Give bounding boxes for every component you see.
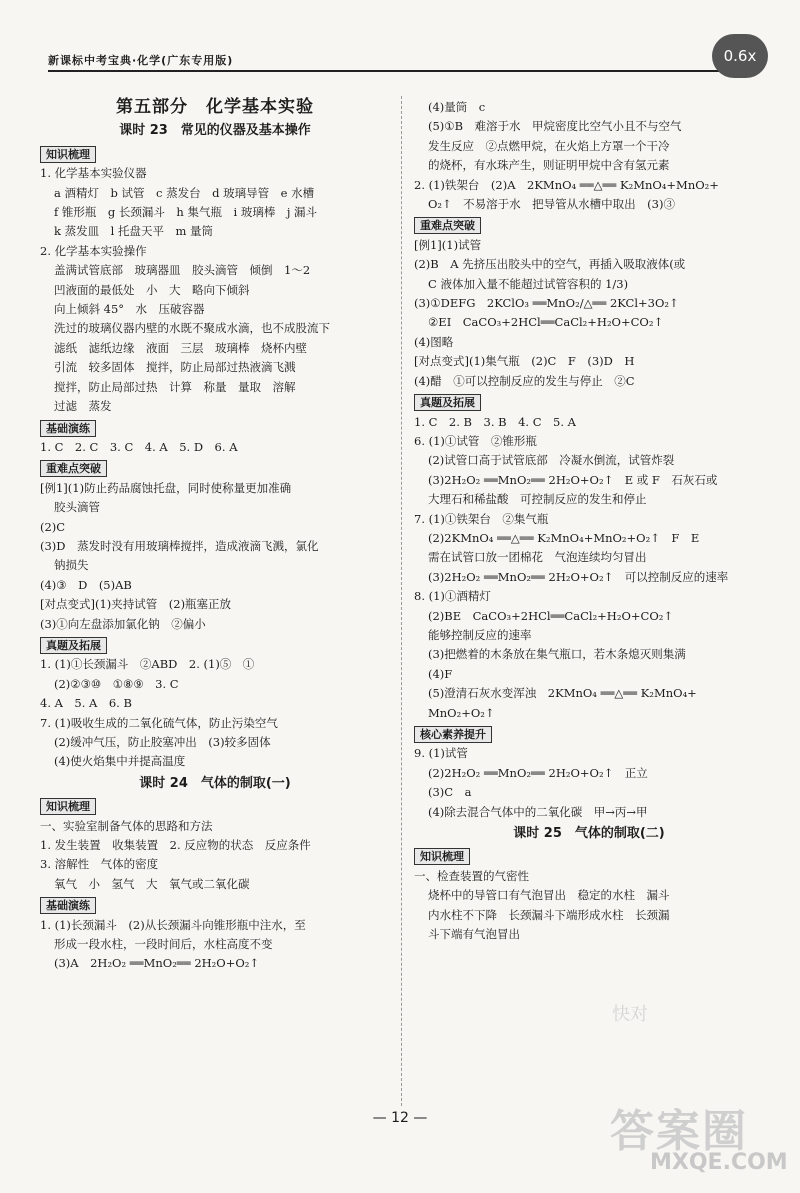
- answer-line: 能够控制反应的速率: [428, 627, 532, 642]
- answer-line: 过滤 蒸发: [54, 399, 112, 414]
- site-url-watermark: MXQE.COM: [650, 1150, 788, 1175]
- answer-line: 2. 化学基本实验操作: [40, 243, 147, 258]
- answer-line: [对点变式](1)集气瓶 (2)C F (3)D H: [414, 354, 635, 369]
- answer-line: (4)量筒 c: [428, 100, 486, 114]
- left-column: [40, 98, 390, 974]
- answer-line: (4)图略: [414, 334, 454, 349]
- answer-line: (3)C a: [428, 785, 472, 800]
- answer-line: (2)C: [40, 519, 66, 534]
- zoom-indicator[interactable]: 0.6x: [712, 34, 768, 78]
- site-watermark: 答案圈: [610, 1106, 748, 1157]
- answer-line: O₂↑ 不易溶于水 把导管从水槽中取出 (3)③: [428, 197, 675, 212]
- answer-line: (2)②③⑩ ①⑧⑨ 3. C: [54, 676, 179, 691]
- answer-line: (2)缓冲气压，防止胶塞冲出 (3)较多固体: [54, 735, 271, 749]
- answer-line: k 蒸发皿 l 托盘天平 m 量筒: [54, 224, 214, 239]
- answer-line: 6. (1)①试管 ②锥形瓶: [414, 433, 537, 448]
- answer-line: 8. (1)①酒精灯: [414, 589, 491, 604]
- column-divider: [401, 96, 402, 1106]
- answer-line: (2)2H₂O₂ ══MnO₂══ 2H₂O+O₂↑ 正立: [428, 765, 648, 780]
- answer-line: (5)①B 难溶于水 甲烷密度比空气小且不与空气: [428, 119, 682, 134]
- answer-line: (2)B A 先挤压出胶头中的空气，再插入吸取液体(或: [414, 257, 686, 272]
- answer-line: 3. 溶解性 气体的密度: [40, 857, 159, 872]
- answer-line: 的烧杯，有水珠产生，则证明甲烷中含有氢元素: [428, 158, 670, 173]
- section-tag: 知识梳理: [414, 848, 470, 865]
- lesson-title: 课时 24 气体的制取(一): [139, 775, 291, 791]
- answer-line: (3)A 2H₂O₂ ══MnO₂══ 2H₂O+O₂↑: [54, 956, 260, 971]
- section-tag: 重难点突破: [414, 217, 481, 234]
- answer-line: (3)2H₂O₂ ══MnO₂══ 2H₂O+O₂↑ 可以控制反应的速率: [428, 569, 729, 584]
- answer-line: (4)F: [428, 666, 453, 681]
- answer-line: f 锥形瓶 g 长颈漏斗 h 集气瓶 i 玻璃棒 j 漏斗: [54, 205, 318, 220]
- answer-line: 滤纸 滤纸边缘 液面 三层 玻璃棒 烧杯内壁: [54, 340, 307, 355]
- answer-line: 盖满试管底部 玻璃器皿 胶头滴管 倾倒 1～2: [54, 263, 311, 278]
- lesson-title: 课时 25 气体的制取(二): [513, 826, 665, 842]
- answer-line: 1. 发生装置 收集装置 2. 反应物的状态 反应条件: [40, 838, 311, 853]
- section-header-row: [40, 457, 390, 478]
- lesson-title: 课时 23 常见的仪器及基本操作: [119, 123, 311, 139]
- answer-line: 凹液面的最低处 小 大 略向下倾斜: [54, 282, 250, 297]
- section-header-row: [414, 391, 764, 412]
- answer-line: (3)2H₂O₂ ══MnO₂══ 2H₂O+O₂↑ E 或 F 石灰石或: [428, 472, 718, 487]
- answer-line: a 酒精灯 b 试管 c 蒸发台 d 玻璃导管 e 水槽: [54, 185, 315, 200]
- running-header: 新课标中考宝典·化学(广东专用版): [48, 54, 234, 67]
- app-watermark: 快对: [612, 1004, 648, 1025]
- answer-line: 1. (1)①长颈漏斗 ②ABD 2. (1)⑤ ①: [40, 657, 255, 672]
- answer-line: [对点变式](1)夹持试管 (2)瓶塞正放: [40, 597, 232, 612]
- answer-line: 1. C 2. C 3. C 4. A 5. D 6. A: [40, 439, 238, 454]
- answer-line: 发生反应 ②点燃甲烷，在火焰上方罩一个干冷: [428, 138, 670, 153]
- section-header-row: [40, 143, 390, 164]
- answer-line: MnO₂+O₂↑: [428, 705, 495, 720]
- section-tag: 真题及拓展: [414, 394, 481, 411]
- section-header-row: [40, 795, 390, 816]
- section-header-row: [40, 417, 390, 438]
- answer-line: 4. A 5. A 6. B: [40, 696, 132, 711]
- answer-line: 1. 化学基本实验仪器: [40, 166, 147, 181]
- answer-line: 烧杯中的导管口有气泡冒出 稳定的水柱 漏斗: [428, 888, 670, 903]
- section-tag: 重难点突破: [40, 460, 107, 477]
- section-header-row: [414, 845, 764, 866]
- answer-line: (4)③ D (5)AB: [40, 577, 132, 592]
- answer-line: (2)BE CaCO₃+2HCl══CaCl₂+H₂O+CO₂↑: [428, 608, 673, 623]
- answer-line: (3)①DEFG 2KClO₃ ══MnO₂/△══ 2KCl+3O₂↑: [414, 296, 679, 311]
- section-header-row: [40, 634, 390, 655]
- answer-line: (2)试管口高于试管底部 冷凝水倒流，试管炸裂: [428, 453, 675, 468]
- answer-line: (3)把燃着的木条放在集气瓶口，若木条熄灭则集满: [428, 647, 686, 662]
- section-header-row: [414, 723, 764, 744]
- section-tag: 真题及拓展: [40, 637, 107, 654]
- answer-line: (4)醋 ①可以控制反应的发生与停止 ②C: [414, 373, 635, 388]
- answer-line: ②EI CaCO₃+2HCl══CaCl₂+H₂O+CO₂↑: [428, 315, 664, 330]
- answer-line: (5)澄清石灰水变浑浊 2KMnO₄ ══△══ K₂MnO₄+: [428, 686, 697, 701]
- section-tag: 基础演练: [40, 897, 96, 914]
- answer-line: (3)①向左盘添加氯化钠 ②偏小: [40, 616, 206, 631]
- right-column: [414, 98, 764, 944]
- answer-line: 搅拌，防止局部过热 计算 称量 量取 溶解: [54, 379, 296, 394]
- page-number: — 12 —: [372, 1110, 428, 1126]
- answer-line: (4)除去混合气体中的二氧化碳 甲→丙→甲: [428, 804, 648, 819]
- answer-line: 向上倾斜 45° 水 压破容器: [54, 302, 205, 317]
- answer-line: 引流 较多固体 搅拌，防止局部过热液滴飞溅: [54, 360, 296, 375]
- answer-line: 氧气 小 氢气 大 氧气或二氧化碳: [54, 876, 250, 891]
- answer-line: 一、检查装置的气密性: [414, 868, 529, 883]
- answer-line: 一、实验室制备气体的思路和方法: [40, 818, 213, 833]
- answer-line: 钠损失: [54, 558, 89, 573]
- answer-line: 斗下端有气泡冒出: [428, 927, 520, 942]
- answer-line: 7. (1)吸收生成的二氧化硫气体，防止污染空气: [40, 715, 278, 730]
- answer-line: 内水柱不下降 长颈漏斗下端形成水柱 长颈漏: [428, 907, 670, 922]
- answer-line: C 液体加入量不能超过试管容积的 1/3): [428, 276, 629, 291]
- answer-line: 需在试管口放一团棉花 气泡连续均匀冒出: [428, 550, 647, 565]
- answer-line: 2. (1)铁架台 (2)A 2KMnO₄ ══△══ K₂MnO₄+MnO₂+: [414, 177, 719, 192]
- header-rule: [48, 70, 748, 72]
- answer-line: [例1](1)防止药品腐蚀托盘，同时使称量更加准确: [40, 480, 292, 495]
- section-tag: 核心素养提升: [414, 726, 492, 743]
- section-tag: 知识梳理: [40, 146, 96, 163]
- answer-line: [例1](1)试管: [414, 237, 482, 252]
- part-title: 第五部分 化学基本实验: [116, 97, 314, 117]
- answer-line: 1. (1)长颈漏斗 (2)从长颈漏斗向锥形瓶中注水，至: [40, 917, 306, 932]
- answer-line: 形成一段水柱，一段时间后，水柱高度不变: [54, 937, 273, 952]
- answer-line: 胶头滴管: [54, 500, 100, 515]
- section-header-row: [40, 894, 390, 915]
- answer-line: 洗过的玻璃仪器内壁的水既不聚成水滴，也不成股流下: [54, 321, 330, 336]
- section-header-row: [414, 214, 764, 235]
- section-tag: 知识梳理: [40, 798, 96, 815]
- section-tag: 基础演练: [40, 420, 96, 437]
- answer-line: (4)使火焰集中并提高温度: [54, 754, 186, 769]
- answer-line: 大理石和稀盐酸 可控制反应的发生和停止: [428, 492, 647, 507]
- answer-line: 9. (1)试管: [414, 746, 468, 761]
- answer-line: (3)D 蒸发时没有用玻璃棒搅拌，造成液滴飞溅，氯化: [40, 538, 319, 553]
- answer-line: 7. (1)①铁架台 ②集气瓶: [414, 511, 549, 526]
- answer-line: (2)2KMnO₄ ══△══ K₂MnO₄+MnO₂+O₂↑ F E: [428, 530, 700, 545]
- answer-line: 1. C 2. B 3. B 4. C 5. A: [414, 414, 576, 429]
